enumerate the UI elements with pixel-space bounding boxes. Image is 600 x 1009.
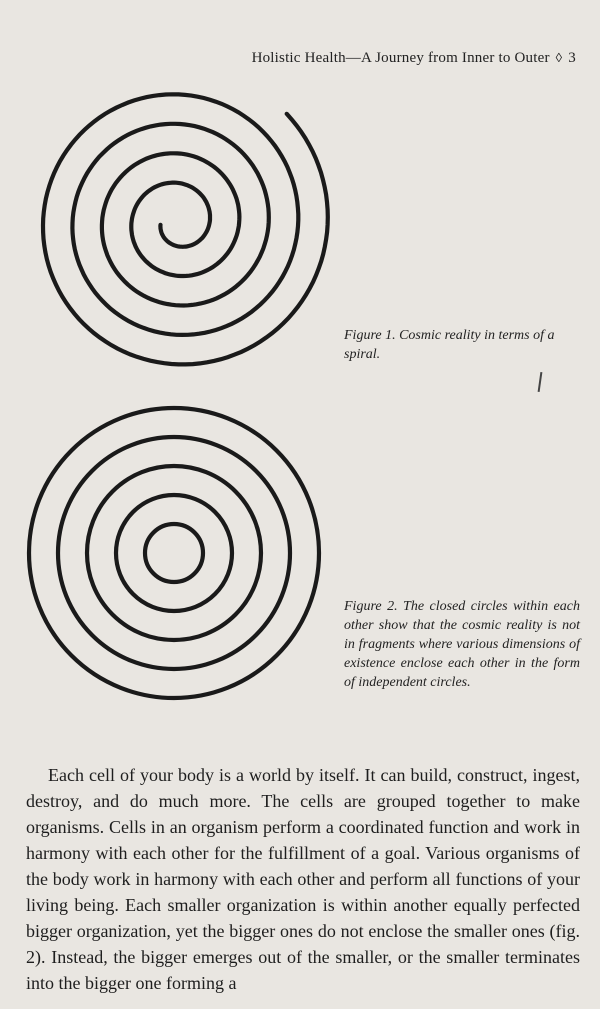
spiral-line: [43, 94, 328, 364]
concentric-circle-2: [58, 437, 290, 669]
concentric-circles-figure: [22, 400, 332, 710]
concentric-circle-4: [116, 495, 232, 611]
page-number: 3: [568, 50, 576, 66]
body-paragraph: Each cell of your body is a world by itself. It can build, construct, ingest, destroy, and do much more. The cells are grouped together to make organisms. Cells in an organism perform a coordinated function and work in harmony with each other for the fulfillment of a goal. Various organisms of the body work in harmony with each other and perform all functions of your living being. Each smaller organization is within another equally perfected bigger organization, yet the bigger ones do not enclose the smaller ones (fig. 2). Instead, the bigger emerges out of the smaller, or the smaller terminates into the bigger one forming a: [26, 765, 580, 993]
figure-2-caption: Figure 2. The closed circles within each other show that the cosmic reality is not in fragments where various dimensions of existence enclose each other in the form of independent circles.: [344, 599, 580, 690]
spiral-figure: [28, 82, 338, 372]
concentric-circle-3: [87, 466, 261, 640]
concentric-circle-1: [29, 408, 319, 698]
running-header: [252, 50, 576, 67]
stray-pen-mark: [538, 372, 543, 392]
concentric-circle-5: [145, 524, 203, 582]
figure-1-caption: Figure 1. Cosmic reality in terms of a spiral.: [344, 328, 555, 362]
diamond-separator-icon: ◊: [555, 50, 563, 65]
running-title: Holistic Health—A Journey from Inner to Outer: [251, 50, 550, 66]
